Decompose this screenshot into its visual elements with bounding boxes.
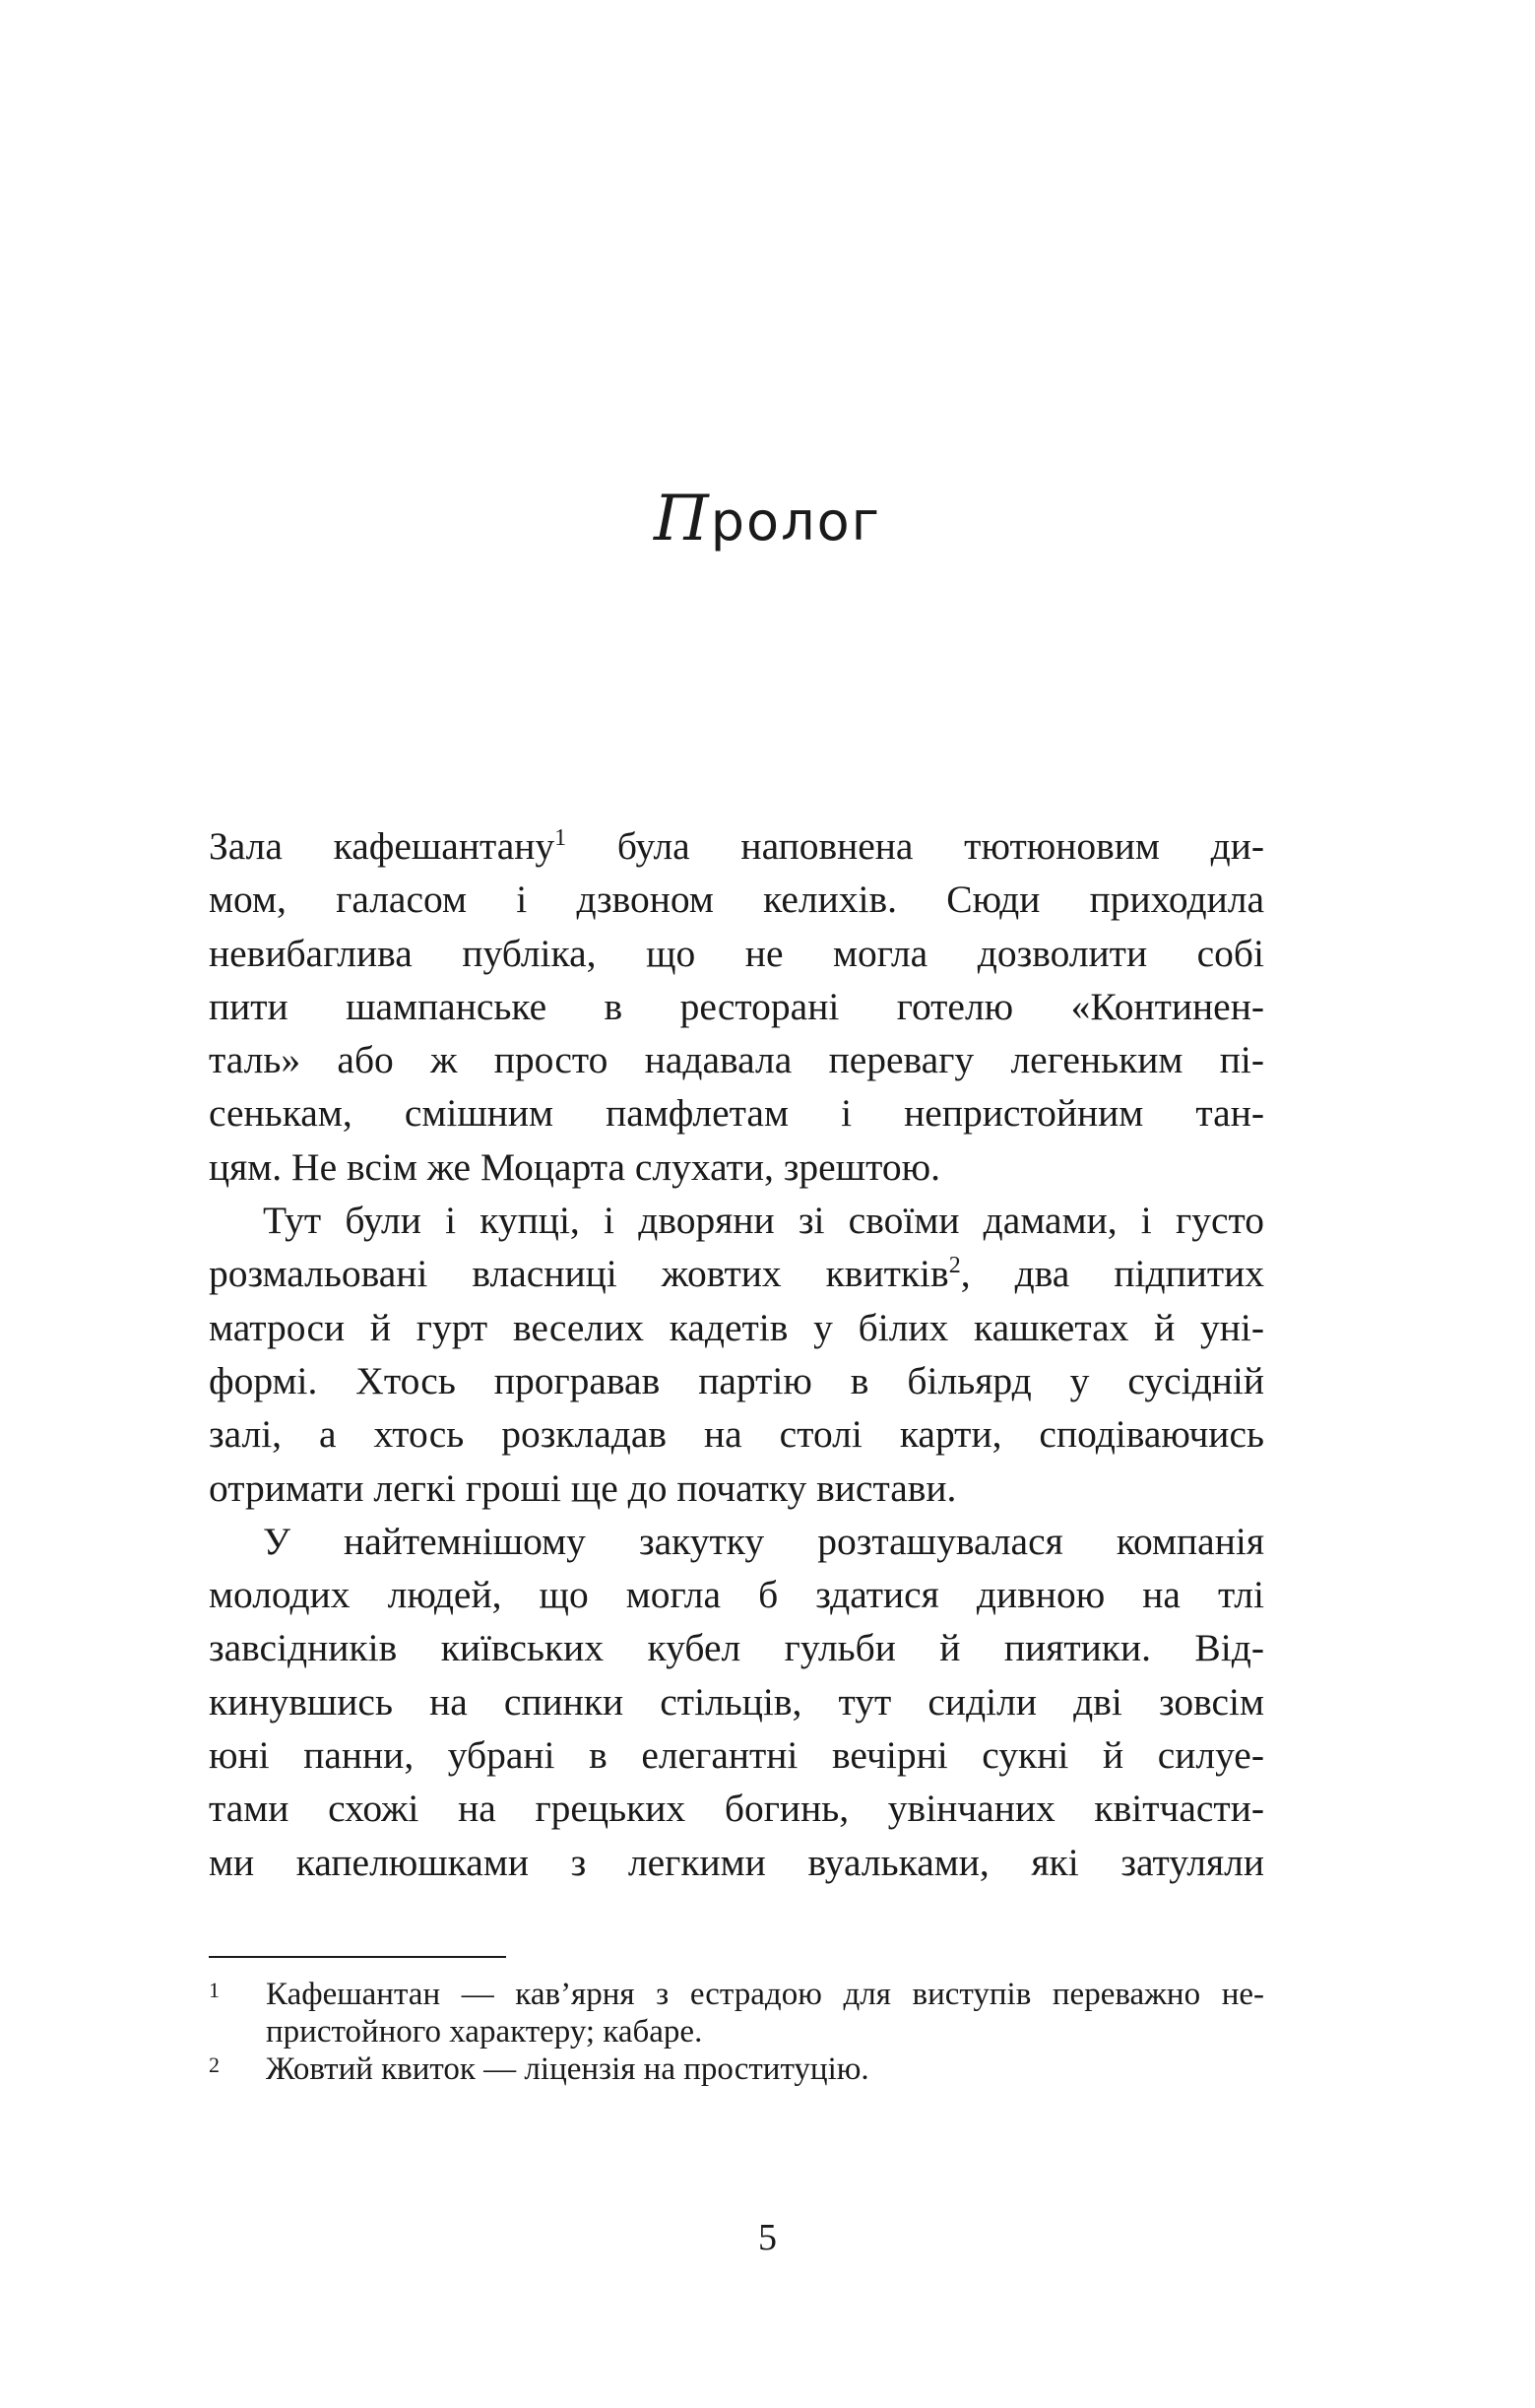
text-line: завсідників київських кубел гульби й пиятики. Від- bbox=[209, 1626, 1264, 1670]
page-number: 5 bbox=[758, 2217, 777, 2258]
footnote-2 bbox=[209, 2050, 1264, 2088]
text-line: У найтемнішому закутку розташувалася компанія bbox=[263, 1519, 1264, 1563]
footnote-1 bbox=[209, 1976, 1264, 2050]
text-line: розмальовані власниці жовтих квитків$^2$, два підпитих bbox=[209, 1252, 1264, 1296]
text-line: Зала кафешантану$^1$ була наповнена тютюновим ди- bbox=[209, 824, 1264, 868]
footnote-text: Жовтий квиток — ліцензія на проституцію. bbox=[266, 2051, 869, 2087]
text-line: Тут були і купці, і дворяни зі своїми дамами, і густо bbox=[263, 1199, 1264, 1243]
text-line: юні панни, убрані в елегантні вечірні сукні й силуе- bbox=[209, 1733, 1264, 1778]
text-line: таль» або ж просто надавала перевагу легеньким пі- bbox=[209, 1038, 1264, 1082]
footnote-text: пристойного характеру; кабаре. bbox=[266, 2014, 703, 2050]
text-line: молодих людей, що могла б здатися дивною на тлі bbox=[209, 1573, 1264, 1617]
footnote-ref-2[interactable]: 2 bbox=[948, 1253, 961, 1279]
text-line: цям. Не всім же Моцарта слухати, зрештою. bbox=[209, 1144, 940, 1189]
text-line: матроси й гурт веселих кадетів у білих кашкетах й уні- bbox=[209, 1305, 1264, 1349]
text-line: тами схожі на грецьких богинь, увінчаних квітчасти- bbox=[209, 1787, 1264, 1831]
footnote-number: 2 bbox=[209, 2052, 220, 2077]
text-line: сенькам, смішним памфлетам і непристойним тан- bbox=[209, 1091, 1264, 1136]
text-line: мом, галасом і дзвоном келихів. Сюди приходила bbox=[209, 878, 1264, 922]
text-line: невибаглива публіка, що не могла дозволити собі bbox=[209, 931, 1264, 975]
chapter-title-rest: ролог bbox=[710, 490, 882, 553]
text-line: отримати легкі гроші ще до початку вистави. bbox=[209, 1465, 957, 1510]
footnote-number: 1 bbox=[209, 1978, 220, 2002]
footnote-ref-1[interactable]: 1 bbox=[554, 824, 567, 851]
text-line: ми капелюшками з легкими вуальками, які затуляли bbox=[209, 1840, 1264, 1884]
footnote-text: Кафешантан — кав’ярня з естрадою для виступів переважно не- bbox=[266, 1977, 1264, 2012]
footnote-divider bbox=[209, 1956, 506, 1958]
body-text bbox=[209, 819, 1264, 1889]
text-line: кинувшись на спинки стільців, тут сиділи дві зовсім bbox=[209, 1679, 1264, 1724]
text-line: залі, а хтось розкладав на столі карти, сподіваючись bbox=[209, 1412, 1264, 1457]
chapter-title-initial: П bbox=[653, 483, 711, 555]
text-line: формі. Хтось програвав партію в більярд у сусідній bbox=[209, 1358, 1264, 1402]
text-line: пити шампанське в ресторані готелю «Континен- bbox=[209, 984, 1264, 1028]
footnotes bbox=[209, 1976, 1264, 2088]
chapter-title bbox=[0, 483, 1535, 555]
